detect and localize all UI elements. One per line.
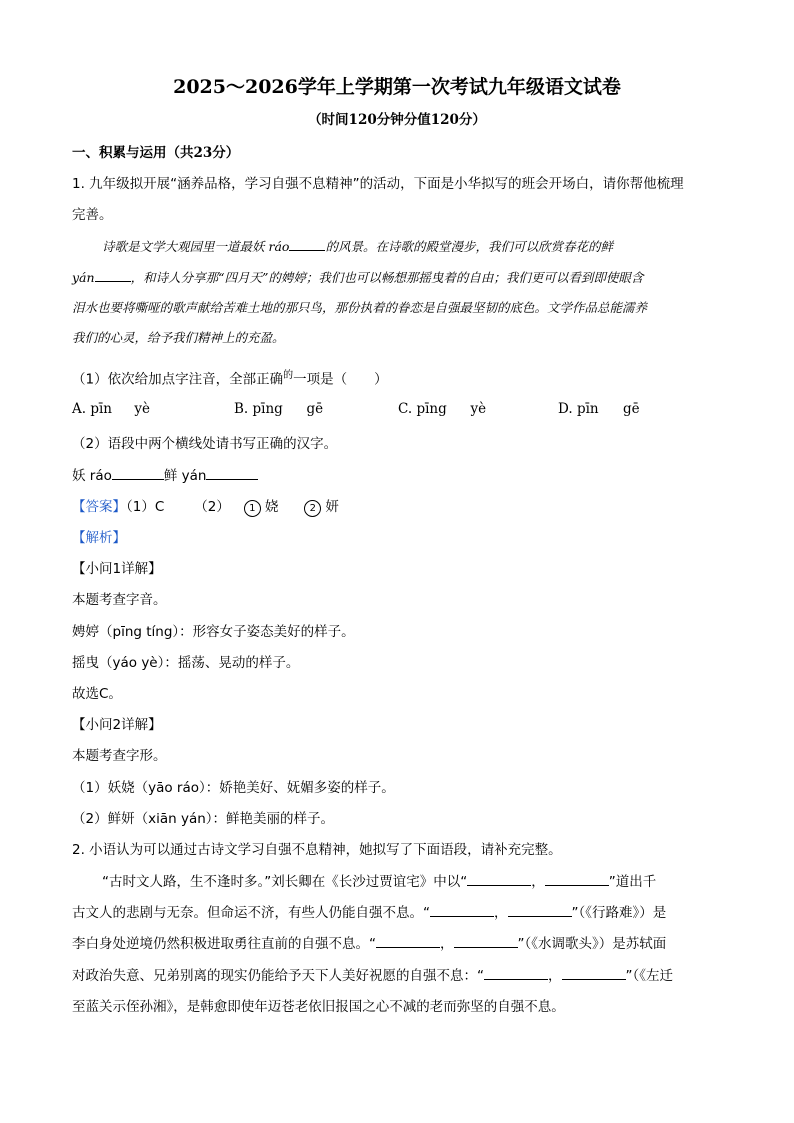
- page-subtitle: （时间120分钟分值120分）: [308, 112, 486, 128]
- section-heading: 一、积累与运用（共23分）: [72, 145, 240, 161]
- option-letter: A.: [72, 401, 87, 417]
- option-pinyin: pīn: [90, 401, 112, 417]
- q2-blank: [430, 902, 494, 917]
- q2-text: ”（《行路难》）是: [571, 905, 667, 921]
- answer-char-1: 娆: [264, 499, 279, 515]
- q2-blank: [454, 933, 518, 948]
- option-letter: B.: [234, 401, 249, 417]
- q2-line3: [72, 932, 666, 952]
- q2-line1: [102, 870, 656, 890]
- option-pinyin: gē: [306, 401, 324, 417]
- analysis-text: （2）鲜妍（xiān yán）：鲜艳美丽的样子。: [72, 811, 335, 827]
- q2-text: ，: [548, 968, 562, 984]
- passage-text: yán: [72, 270, 95, 285]
- q2-text: ，: [440, 936, 454, 952]
- q2-blank: [508, 902, 572, 917]
- q1-passage-line2: [72, 267, 643, 286]
- q2-line4: [72, 964, 673, 984]
- q2-stem: 2. 小语认为可以通过古诗文学习自强不息精神，她拟写了下面语段，请补充完整。: [72, 842, 562, 858]
- answer-line: [72, 495, 339, 517]
- option-pinyin: yè: [134, 401, 150, 417]
- q1-passage-line3: 泪水也要将嘶哑的歌声献给苦难土地的那只鸟，那份执着的眷恋是自强最坚韧的底色。文学作品总能濡养: [72, 300, 648, 315]
- option-c: [398, 401, 558, 417]
- q1-passage-line1: [102, 236, 613, 255]
- analysis-sub2-heading: 【小问2详解】: [72, 717, 162, 733]
- option-pinyin: pīn: [576, 401, 599, 417]
- q2-text: 古文人的悲剧与无奈。但命运不济，有些人仍能自强不息。“: [72, 905, 430, 921]
- option-pinyin: pīng: [252, 401, 283, 417]
- q2-text: ”道出千: [608, 874, 657, 890]
- passage-text: 诗歌是文学大观园里一道最妖 ráo: [102, 239, 290, 254]
- sub1-text: （1）依次给加点字注音，全部正确: [72, 371, 284, 388]
- q2-text: 对政治失意、兄弟别离的现实仍能给予天下人美好祝愿的自强不息：“: [72, 968, 484, 984]
- fill-label: 鲜 yán: [163, 468, 207, 484]
- q1-passage-line4: 我们的心灵，给予我们精神上的充盈。: [72, 330, 285, 345]
- option-letter: C.: [398, 401, 413, 417]
- fill-blank-2: [206, 465, 258, 480]
- answer-char-2: 妍: [325, 499, 339, 515]
- q2-blank: [545, 871, 609, 886]
- analysis-text: 本题考查字音。: [72, 592, 167, 608]
- analysis-text: （1）妖娆（yāo ráo）：娇艳美好、妩媚多姿的样子。: [72, 780, 395, 796]
- option-letter: D.: [558, 401, 573, 417]
- q2-text: “古时文人路，生不逢时多。”刘长卿在《长沙过贾谊宅》中以“: [102, 874, 468, 890]
- q2-text: 李白身处逆境仍然积极进取勇往直前的自强不息。“: [72, 936, 376, 952]
- fill-label: 妖 ráo: [72, 468, 112, 484]
- passage-blank-1: [289, 236, 325, 251]
- q2-line5: 至蓝关示侄孙湘》，是韩愈即使年迈苍老依旧报国之心不减的老而弥坚的自强不息。: [72, 999, 565, 1015]
- answer-part1: （1）C: [126, 499, 165, 515]
- q1-options: [72, 401, 640, 417]
- q2-text: ”（《左迁: [625, 968, 673, 984]
- q2-line2: [72, 901, 666, 921]
- passage-text: ，和诗人分享那“四月天”的娉婷；我们也可以畅想那摇曳着的自由；我们更可以看到即使眼含: [130, 270, 644, 285]
- option-pinyin: yè: [470, 401, 487, 417]
- analysis-label: 【解析】: [72, 530, 126, 546]
- sub1-superscript: 的: [283, 370, 294, 381]
- analysis-text: 摇曳（yáo yè）：摇荡、晃动的样子。: [72, 655, 300, 671]
- q2-text: ，: [494, 905, 508, 921]
- option-pinyin: pīng: [416, 401, 447, 417]
- analysis-text: 故选C。: [72, 686, 122, 702]
- analysis-text: 娉婷（pīng tíng）：形容女子姿态美好的样子。: [72, 624, 355, 640]
- q1-fill-line: [72, 464, 258, 484]
- passage-text: 的风景。在诗歌的殿堂漫步，我们可以欣赏春花的鲜: [325, 239, 613, 254]
- q1-stem-line2: 完善。: [72, 207, 113, 223]
- option-pinyin: gē: [622, 401, 640, 417]
- q1-sub2: （2）语段中两个横线处请书写正确的汉字。: [72, 436, 338, 452]
- option-d: [558, 401, 640, 417]
- q2-blank: [562, 965, 626, 980]
- sub1-text: 一项是（ ）: [293, 371, 388, 388]
- page-title: 2025～2026学年上学期第一次考试九年级语文试卷: [173, 76, 621, 98]
- analysis-text: 本题考查字形。: [72, 748, 167, 764]
- circled-number-2: 2: [304, 500, 321, 517]
- q2-blank: [467, 871, 531, 886]
- q1-stem-line1: 1. 九年级拟开展“涵养品格，学习自强不息精神”的活动，下面是小华拟写的班会开场白，请你帮他梳理: [72, 176, 684, 192]
- q2-blank: [376, 933, 440, 948]
- option-a: [72, 401, 234, 417]
- passage-blank-2: [95, 267, 131, 282]
- analysis-sub1-heading: 【小问1详解】: [72, 561, 162, 577]
- q1-sub1: [72, 366, 388, 388]
- q2-text: ”（《水调歌头》）是苏轼面: [517, 936, 667, 952]
- answer-label: 【答案】: [72, 499, 126, 515]
- answer-part2: （2）: [194, 499, 230, 515]
- q2-text: ，: [531, 874, 545, 890]
- option-b: [234, 401, 398, 417]
- fill-blank-1: [112, 465, 164, 480]
- circled-number-1: 1: [244, 500, 261, 517]
- q2-blank: [484, 965, 548, 980]
